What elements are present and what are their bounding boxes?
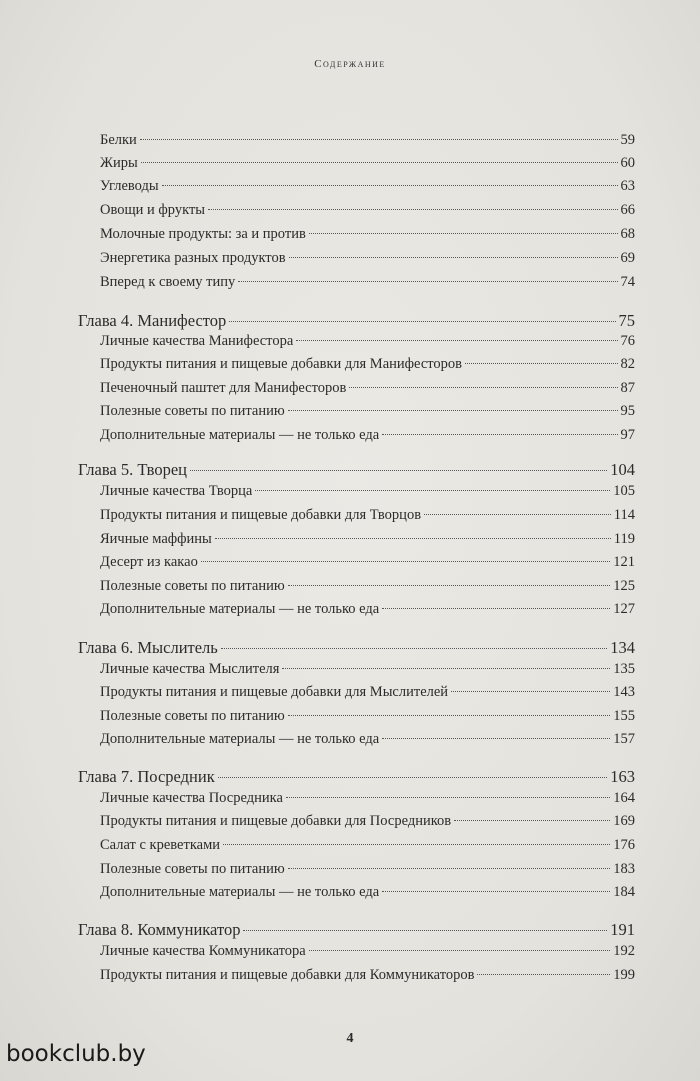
dot-leader xyxy=(309,233,618,234)
toc-entry xyxy=(78,601,635,625)
dot-leader xyxy=(382,434,617,435)
dot-leader xyxy=(201,561,610,562)
toc-entry-title: Полезные советы по питанию xyxy=(100,861,285,877)
dot-leader xyxy=(218,777,608,778)
toc-entry-title: Вперед к своему типу xyxy=(100,274,236,290)
dot-leader xyxy=(162,185,618,186)
toc-entry-title: Глава 4. Манифестор xyxy=(78,311,227,330)
toc-entry-title: Продукты питания и пищевые добавки для Коммуникаторов xyxy=(100,967,475,983)
toc-entry xyxy=(78,884,635,908)
dot-leader xyxy=(238,281,617,282)
toc-entry-title: Салат с креветками xyxy=(100,837,221,853)
toc-entry-title: Овощи и фрукты xyxy=(100,202,206,218)
toc-entry-page: 127 xyxy=(613,601,635,617)
toc-entry-page: 199 xyxy=(613,967,635,983)
dot-leader xyxy=(288,868,611,869)
dot-leader xyxy=(255,490,610,491)
toc-entry-title: Продукты питания и пищевые добавки для Мыслителей xyxy=(100,684,449,700)
toc-entry-page: 135 xyxy=(613,661,635,677)
toc-entry-page: 119 xyxy=(613,531,635,547)
toc-entry-title: Полезные советы по питанию xyxy=(100,708,285,724)
toc-entry-title: Глава 8. Коммуникатор xyxy=(78,920,241,939)
toc-entry-page: 134 xyxy=(610,638,635,657)
toc-entry xyxy=(78,507,635,531)
dot-leader xyxy=(382,891,610,892)
toc-entry-page: 75 xyxy=(618,311,635,330)
dot-leader xyxy=(451,691,610,692)
toc-entry xyxy=(78,132,635,156)
toc-entry-title: Дополнительные материалы — не только еда xyxy=(100,731,380,747)
dot-leader xyxy=(289,257,618,258)
dot-leader xyxy=(141,162,618,163)
toc-entry-page: 76 xyxy=(620,333,635,349)
toc-entry xyxy=(78,708,635,732)
toc-entry-page: 176 xyxy=(613,837,635,853)
toc-entry xyxy=(78,790,635,814)
toc-entry-title: Энергетика разных продуктов xyxy=(100,250,286,266)
toc-entry xyxy=(78,531,635,555)
toc-entry xyxy=(78,661,635,685)
toc-entry xyxy=(78,427,635,451)
page-number: 4 xyxy=(346,1031,354,1046)
toc-entry-title: Белки xyxy=(100,132,137,148)
toc-entry-page: 192 xyxy=(613,943,635,959)
toc-entry-page: 155 xyxy=(613,708,635,724)
toc-entry xyxy=(78,813,635,837)
toc-chapter-entry xyxy=(78,311,635,335)
toc-entry xyxy=(78,861,635,885)
toc-entry-title: Продукты питания и пищевые добавки для Творцов xyxy=(100,507,422,523)
dot-leader xyxy=(296,340,617,341)
toc-entry xyxy=(78,226,635,250)
dot-leader xyxy=(382,608,610,609)
toc-entry-page: 105 xyxy=(613,483,635,499)
toc-entry-title: Полезные советы по питанию xyxy=(100,578,285,594)
dot-leader xyxy=(382,738,610,739)
toc-entry-page: 121 xyxy=(613,554,635,570)
toc-chapter-entry xyxy=(78,638,635,662)
toc-entry-title: Личные качества Коммуникатора xyxy=(100,943,306,959)
dot-leader xyxy=(221,648,607,649)
toc-entry-page: 69 xyxy=(620,250,635,266)
toc-entry-title: Дополнительные материалы — не только еда xyxy=(100,601,380,617)
toc-entry-page: 97 xyxy=(620,427,635,443)
toc-chapter-entry xyxy=(78,920,635,944)
dot-leader xyxy=(229,321,615,322)
toc-entry-page: 68 xyxy=(620,226,635,242)
toc-entry-page: 95 xyxy=(620,403,635,419)
dot-leader xyxy=(243,930,607,931)
watermark: bookclub.by xyxy=(6,1041,146,1067)
toc-entry-page: 104 xyxy=(610,460,635,479)
toc-entry-title: Личные качества Мыслителя xyxy=(100,661,280,677)
toc-entry-title: Жиры xyxy=(100,155,138,171)
dot-leader xyxy=(424,514,611,515)
toc-entry xyxy=(78,380,635,404)
toc-entry-title: Дополнительные материалы — не только еда xyxy=(100,427,380,443)
toc-entry-page: 60 xyxy=(620,155,635,171)
toc-entry-page: 169 xyxy=(613,813,635,829)
toc-entry-page: 63 xyxy=(620,178,635,194)
toc-chapter-entry xyxy=(78,460,635,484)
toc-entry-title: Молочные продукты: за и против xyxy=(100,226,306,242)
toc-entry-title: Глава 7. Посредник xyxy=(78,767,215,786)
toc-entry xyxy=(78,274,635,298)
toc-entry-page: 164 xyxy=(613,790,635,806)
toc-entry-title: Печеночный паштет для Манифесторов xyxy=(100,380,347,396)
running-head: Содержание xyxy=(314,58,386,70)
dot-leader xyxy=(349,387,617,388)
toc-entry-title: Дополнительные материалы — не только еда xyxy=(100,884,380,900)
dot-leader xyxy=(288,410,618,411)
toc-entry-page: 114 xyxy=(613,507,635,523)
toc-entry-page: 59 xyxy=(620,132,635,148)
toc-entry-title: Десерт из какао xyxy=(100,554,198,570)
toc-entry-title: Продукты питания и пищевые добавки для Манифесторов xyxy=(100,356,463,372)
toc-entry-title: Полезные советы по питанию xyxy=(100,403,285,419)
dot-leader xyxy=(215,538,611,539)
dot-leader xyxy=(288,585,611,586)
dot-leader xyxy=(208,209,617,210)
toc-entry xyxy=(78,943,635,967)
dot-leader xyxy=(282,668,610,669)
toc-entry xyxy=(78,155,635,179)
toc-entry-page: 82 xyxy=(620,356,635,372)
toc-entry xyxy=(78,837,635,861)
dot-leader xyxy=(140,139,618,140)
toc-entry-title: Яичные маффины xyxy=(100,531,212,547)
toc-entry-page: 143 xyxy=(613,684,635,700)
toc-entry xyxy=(78,483,635,507)
dot-leader xyxy=(286,797,610,798)
toc-entry xyxy=(78,403,635,427)
dot-leader xyxy=(465,363,617,364)
toc-entry xyxy=(78,967,635,991)
toc-entry-page: 125 xyxy=(613,578,635,594)
toc-entry-title: Личные качества Манифестора xyxy=(100,333,294,349)
toc-entry-title: Глава 6. Мыслитель xyxy=(78,638,218,657)
toc-entry-title: Углеводы xyxy=(100,178,159,194)
toc-entry-title: Глава 5. Творец xyxy=(78,460,187,479)
toc-entry xyxy=(78,333,635,357)
toc-entry-page: 87 xyxy=(620,380,635,396)
dot-leader xyxy=(454,820,610,821)
toc-entry-page: 191 xyxy=(610,920,635,939)
toc-entry-page: 184 xyxy=(613,884,635,900)
toc-entry xyxy=(78,554,635,578)
dot-leader xyxy=(477,974,610,975)
dot-leader xyxy=(288,715,611,716)
toc-entry-title: Продукты питания и пищевые добавки для Посредников xyxy=(100,813,452,829)
toc-entry xyxy=(78,578,635,602)
dot-leader xyxy=(190,470,607,471)
toc-entry-page: 157 xyxy=(613,731,635,747)
dot-leader xyxy=(309,950,611,951)
toc-entry xyxy=(78,356,635,380)
toc-chapter-entry xyxy=(78,767,635,791)
toc-entry xyxy=(78,731,635,755)
toc-entry-title: Личные качества Посредника xyxy=(100,790,283,806)
toc-entry xyxy=(78,202,635,226)
toc-entry xyxy=(78,178,635,202)
dot-leader xyxy=(223,844,610,845)
toc-entry xyxy=(78,684,635,708)
toc-entry-page: 163 xyxy=(610,767,635,786)
toc-entry-page: 66 xyxy=(620,202,635,218)
toc-entry-page: 74 xyxy=(620,274,635,290)
toc-entry xyxy=(78,250,635,274)
toc-entry-page: 183 xyxy=(613,861,635,877)
toc-entry-title: Личные качества Творца xyxy=(100,483,253,499)
